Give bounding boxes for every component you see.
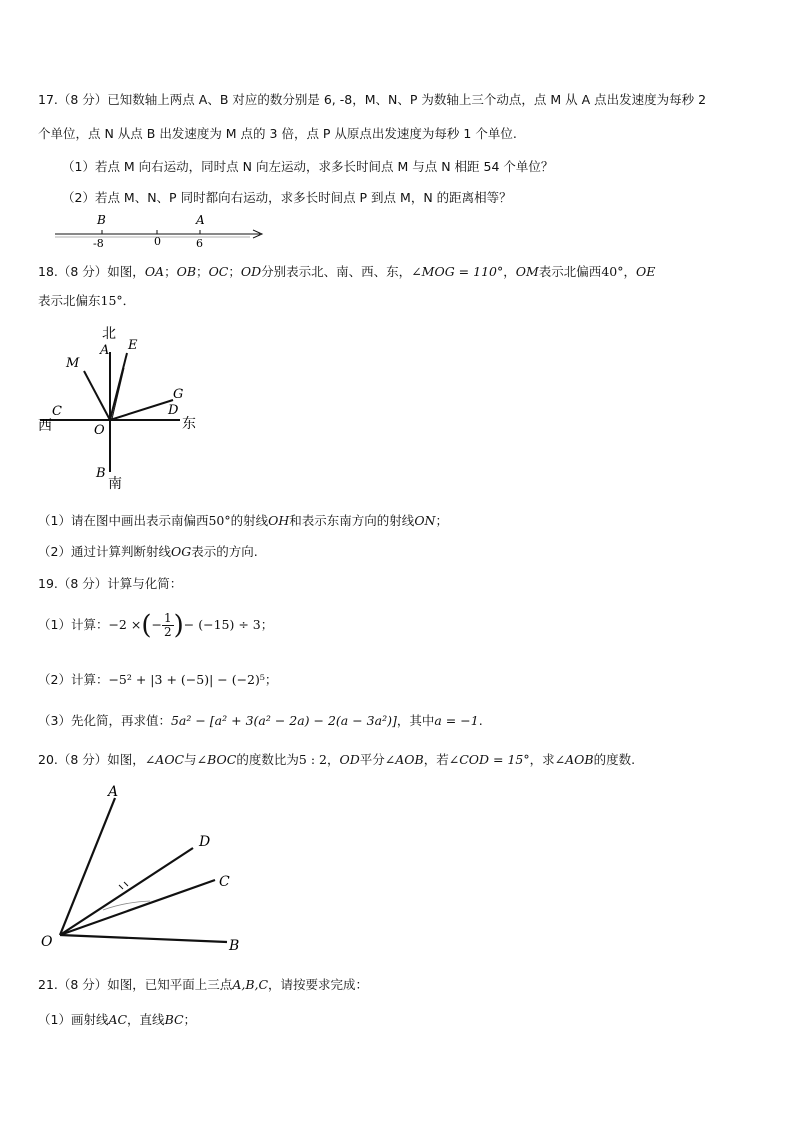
label-south: 南 [108,476,122,492]
q20-end: 的度数. [593,752,636,767]
label-a: A [108,784,119,800]
tick-label-6: 6 [196,237,203,250]
tick-label-0: 0 [154,235,161,248]
ray-od-q20: OD [339,752,360,767]
q19-sub1 [38,612,273,639]
q20-ratio-text: 的度数比为 [236,752,299,767]
q20-prefix: 20.（8 分）如图， [38,752,145,767]
sep: ， [326,752,340,767]
ray-om-line [84,371,110,420]
q21-prefix: 21.（8 分）如图，已知平面上三点 [38,977,233,992]
q21-suffix: ，请按要求完成： [268,977,369,992]
ray-oe: OE [635,264,656,279]
q20-if: ，若 [423,752,449,767]
label-west: 西 [38,418,52,434]
ray-om: OM [515,264,539,279]
q19-title: 19.（8 分）计算与化简： [38,576,183,591]
ray-oc-line [60,880,215,935]
q18-sub1-c: 和表示东南方向的射线 [289,513,415,528]
q19-sub3-label: （3）先化简，再求值： [38,713,171,728]
q18-sub2 [38,542,258,560]
angle-aob-ask: ∠AOB [554,752,594,767]
q18-prefix: 18.（8 分）如图， [38,264,145,279]
q19-sub3 [38,711,483,729]
q21-sub1-end: ； [183,1012,197,1027]
sep: ； [196,264,209,279]
angle-aoc: ∠AOC [144,752,185,767]
sep: ， [503,264,516,279]
q18-sub2-b: 表示的方向. [191,544,258,559]
ray-od: OD [240,264,262,279]
q19-sub1-a: −2 × [108,617,142,632]
ray-oa: OA [144,264,165,279]
q20-line [38,750,635,768]
label-d: D [168,403,179,418]
sep: ， [623,264,636,279]
minus-sign: − [151,617,162,632]
q21-sub1-a: （1）画射线 [38,1012,109,1027]
line-bc: BC [164,1012,184,1027]
ray-on: ON [414,513,436,528]
q18-om-text: 表示北偏西 [538,264,602,279]
label-m: M [66,356,80,371]
label-o: O [94,423,105,438]
ray-ob-line [60,935,227,942]
label-b: B [96,466,106,481]
angle-boc: ∠BOC [196,752,237,767]
q17-line1: 17.（8 分）已知数轴上两点 A、B 对应的数分别是 6, -8，M、N、P 为数轴上三个动点，点 M 从 A 点出发速度为每秒 2 [38,92,707,107]
q17-sub2: （2）若点 M、N、P 同时都向右运动，求多长时间点 P 到点 M，N 的距离相等？ [62,190,512,205]
q19-sub1-b: − (−15) ÷ 3 [183,617,261,632]
ray-oa-line [60,798,115,935]
label-g: G [173,387,184,402]
label-c: C [219,874,230,890]
ray-oh: OH [268,513,290,528]
q20-bisect: 平分 [359,752,385,767]
q18-sub2-a: （2）通过计算判断射线 [38,544,171,559]
q18-line2 [38,291,135,309]
q18-sub1-b: 的射线 [230,513,269,528]
label-point-b: B [97,213,106,227]
q19-sub3-expr: 5a² − [a² + 3(a² − 2a) − 2(a − 3a²)] [170,713,397,728]
q18-sub1 [38,511,448,529]
q18-compass-figure [30,322,220,497]
label-point-a: A [196,213,205,227]
q20-and: 与 [184,752,197,767]
q20-angle-figure [35,780,265,955]
ray-og: OG [170,544,192,559]
q21-sub1 [38,1010,196,1028]
ray-oc: OC [208,264,229,279]
angle-aob: ∠AOB [384,752,424,767]
label-east: 东 [182,416,196,432]
q19-sub2 [38,670,277,688]
sep: ； [228,264,241,279]
sep: ； [164,264,177,279]
q19-sub2-label: （2）计算： [38,672,109,687]
angle-cod: ∠COD = 15° [448,752,530,767]
deg-40: 40° [601,264,624,279]
angle-hash-mark [119,882,128,889]
tick-label-neg8: -8 [93,237,104,250]
ray-oe-line-thin [112,368,124,419]
q21-line [38,975,368,993]
q20-ask: ，求 [529,752,555,767]
q19-sub1-label: （1）计算： [38,617,109,632]
label-b: B [229,938,240,954]
label-e: E [128,338,138,353]
q18-mid: 分别表示北、南、西、东， [261,264,412,279]
q21-sub1-b: ，直线 [127,1012,165,1027]
deg-50: 50° [208,513,231,528]
q19-sub1-end: ； [260,617,274,632]
q17-line2: 个单位，点 N 从点 B 出发速度为 M 点的 3 倍，点 P 从原点出发速度为每秒 1 个单位. [38,126,517,141]
q19-sub2-expr: −5² + |3 + (−5)| − (−2)⁵ [108,672,265,687]
fraction-denominator: 2 [163,625,172,639]
label-o: O [41,934,53,950]
q19-sub3-end: . [478,713,483,728]
q17-sub1: （1）若点 M 向右运动，同时点 N 向左运动，求多长时间点 M 与点 N 相距 54 个单位？ [62,159,554,174]
q19-sub2-end: ； [264,672,278,687]
deg-15: 15° [100,293,123,308]
q18-sub1-end: ； [435,513,449,528]
ray-ob: OB [176,264,197,279]
q18-line1 [38,262,655,280]
q18-line2-pre: 表示北偏东 [38,293,101,308]
right-paren: ) [173,610,184,641]
fraction-numerator: 1 [163,611,172,625]
fraction-half [162,612,174,639]
q21-points: A,B,C [232,977,269,992]
q17-number-line-figure [50,210,275,250]
q18-sub1-a: （1）请在图中画出表示南偏西 [38,513,209,528]
ray-og-line [110,400,173,420]
label-c: C [52,404,62,419]
label-north: 北 [102,326,116,342]
ray-oe-line [110,353,127,420]
label-d: D [199,834,211,850]
label-a: A [100,343,110,358]
period: ． [122,293,136,308]
angle-mog: ∠MOG = 110° [411,264,504,279]
q19-sub3-cond: a = −1 [434,713,479,728]
left-paren: ( [141,610,152,641]
ray-ac: AC [108,1012,128,1027]
q19-sub3-mid: ，其中 [396,713,435,728]
q20-ratio: 5 : 2 [298,752,327,767]
ray-od-line [60,848,193,935]
